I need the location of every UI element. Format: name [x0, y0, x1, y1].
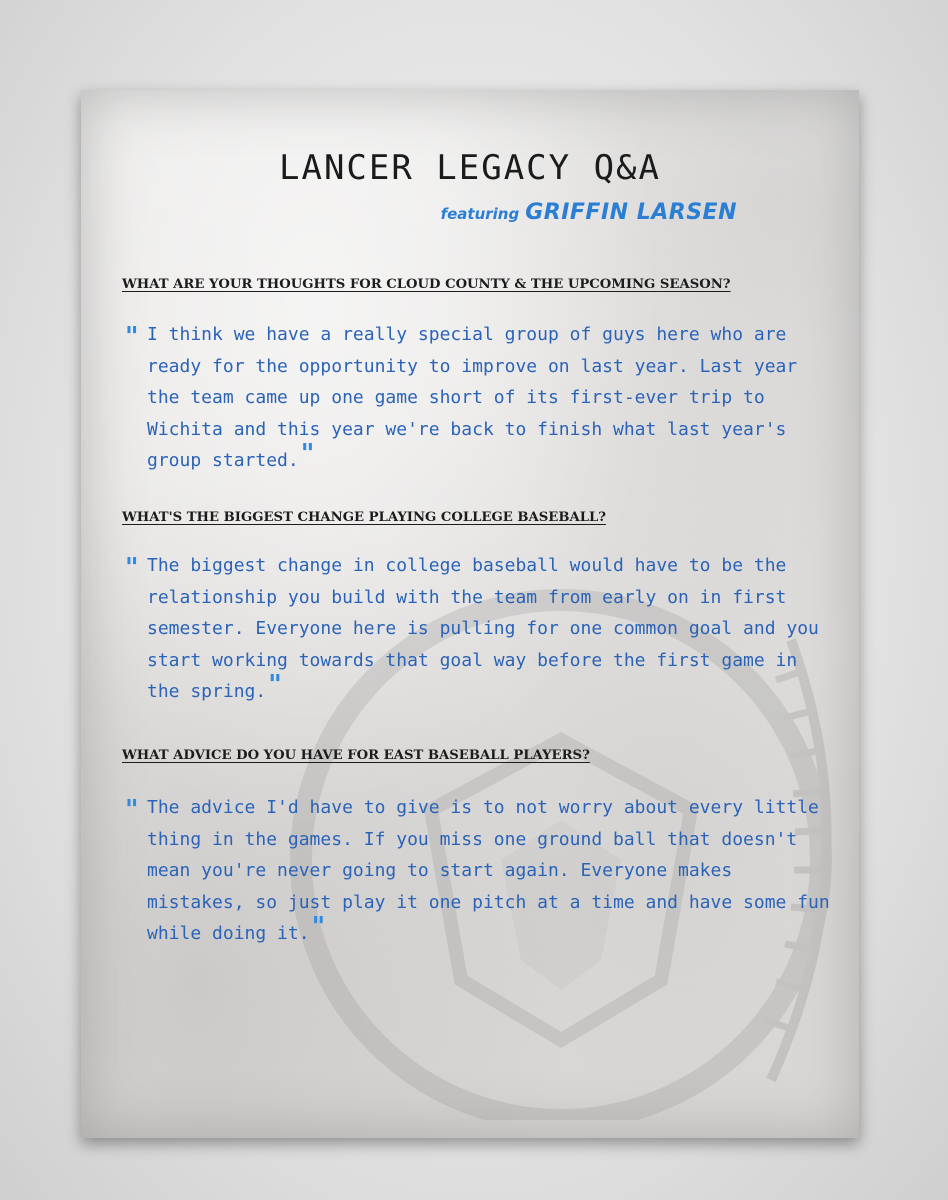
close-quote-icon: " — [268, 670, 282, 700]
close-quote-icon: " — [311, 912, 326, 942]
page-title: LANCER LEGACY Q&A — [279, 148, 661, 188]
featuring-label: featuring — [440, 205, 520, 223]
question-1: WHAT ARE YOUR THOUGHTS FOR CLOUD COUNTY & THE UPCOMING SEASON? — [122, 277, 731, 292]
answer-1-text: I think we have a really special group of guys here who are ready for the opportunity to improve on last year. Last year the team came up one game short of its first-ever trip to Wichita and this year we're back to finish what last year's group started. — [147, 324, 798, 471]
question-3: WHAT ADVICE DO YOU HAVE FOR EAST BASEBALL PLAYERS? — [122, 748, 590, 763]
close-quote-icon: " — [300, 439, 315, 469]
paper-sheet — [81, 90, 859, 1138]
answer-1: " I think we have a really special group of guys here who are ready for the opportunity to improve on last year. Last year the team came up one game short of its first-ever trip to Wichita and this year we're back to finish what last year's group started." — [125, 322, 798, 471]
answer-3-text: The advice I'd have to give is to not worry about every little thing in the games. If you miss one ground ball that doesn't mean you're never going to start again. Everyone makes mistakes, so just play it one pitch at a time and have some fun while doing it. — [147, 797, 830, 944]
answer-2: " The biggest change in college baseball would have to be the relationship you build with the team from early on in first semester. Everyone here is pulling for one common goal and you start working towards that goal way before the first game in the spring." — [125, 553, 819, 702]
question-2: WHAT'S THE BIGGEST CHANGE PLAYING COLLEGE BASEBALL? — [122, 510, 606, 525]
answer-2-text: The biggest change in college baseball would have to be the relationship you build with the team from early on in first semester. Everyone here is pulling for one common goal and you start working towards that goal way before the first game in the spring. — [147, 555, 819, 702]
answer-3: " The advice I'd have to give is to not worry about every little thing in the games. If you miss one ground ball that doesn't mean you're never going to start again. Everyone makes mistakes, so just play it one pitch at a time and have some fun while doing it." — [125, 795, 830, 944]
featured-player-name: GRIFFIN LARSEN — [525, 200, 737, 225]
featuring-credit — [441, 200, 737, 225]
